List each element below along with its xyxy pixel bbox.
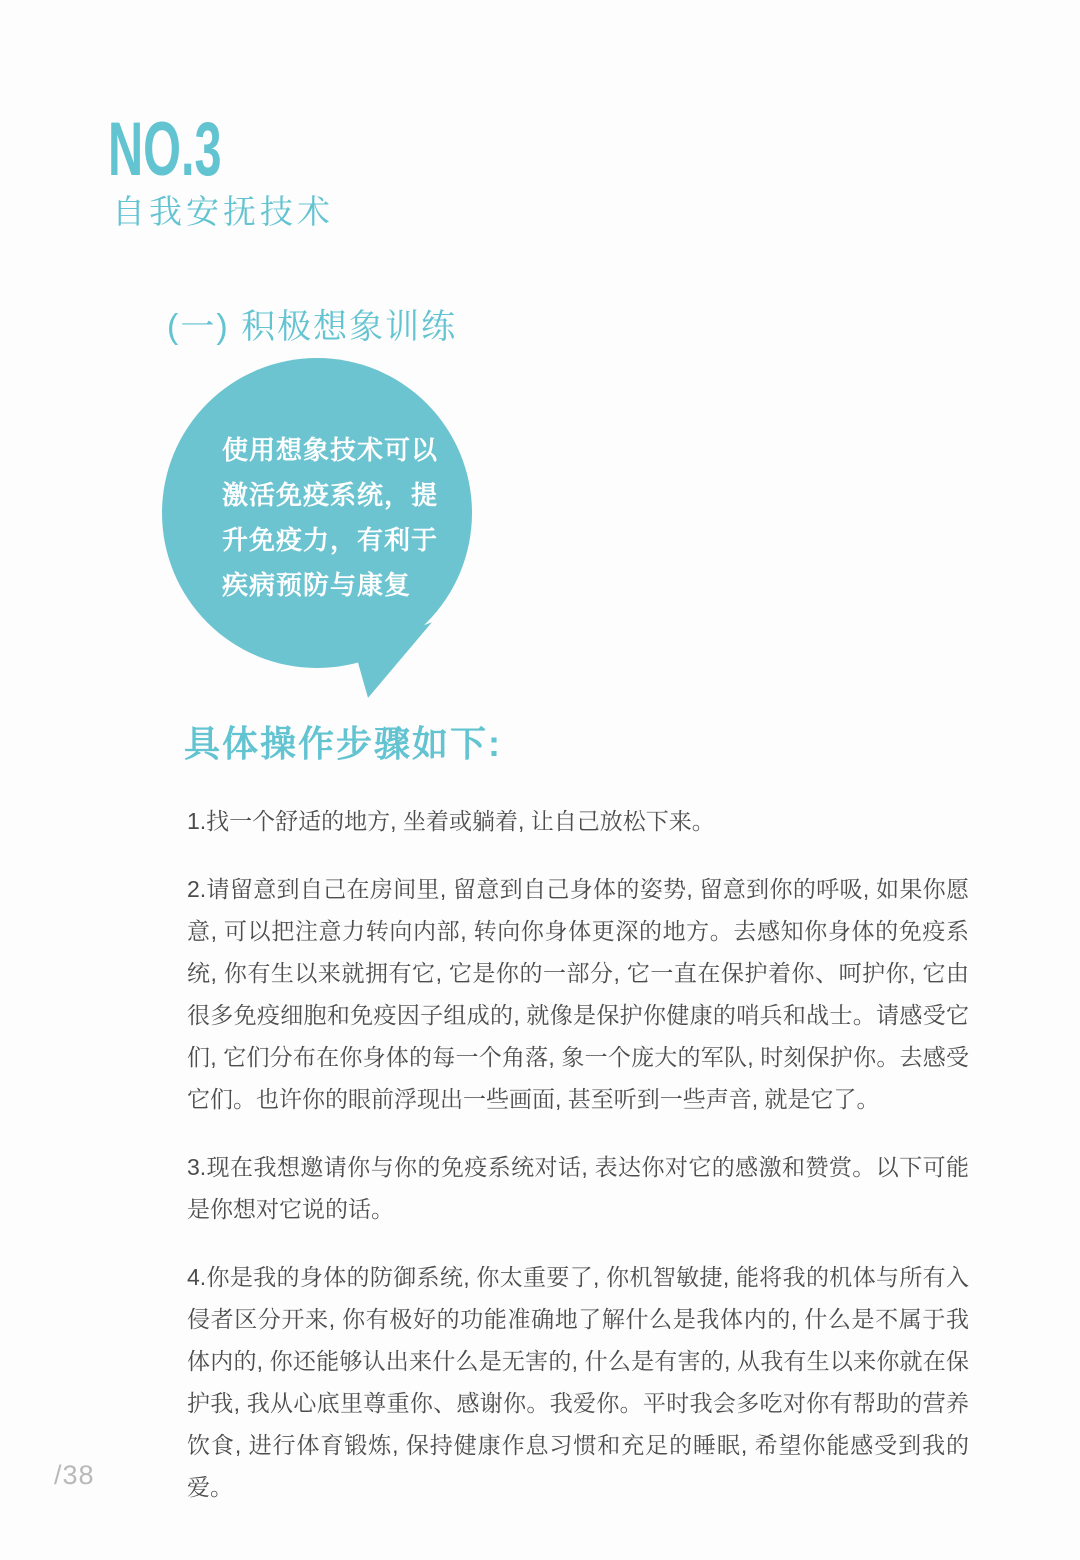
steps-heading: 具体操作步骤如下: <box>184 723 502 764</box>
page-number: /38 <box>54 1460 95 1490</box>
chapter-number-heading: NO.3 <box>108 107 222 192</box>
steps-list <box>187 800 969 1534</box>
step-paragraph-2: 2.请留意到自己在房间里, 留意到自己身体的姿势, 留意到你的呼吸, 如果你愿意, 可以把注意力转向内部, 转向你身体更深的地方。去感知你身体的免疫系统, 你有生以来就拥有它, 它是你的一部分, 它一直在保护着你、呵护你, 它由很多免疫细胞和免疫因子组成的, 就像是保护你健康的哨兵和战士。请感受它们, 它们分布在你身体的每一个角落, 象一个庞大的军队, 时刻保护你。去感受它们。也许你的眼前浮现出一些画面, 甚至听到一些声音, 就是它了。 <box>187 876 969 1112</box>
speech-bubble-line: 使用想象技术可以 <box>222 435 439 465</box>
step-paragraph-4: 4.你是我的身体的防御系统, 你太重要了, 你机智敏捷, 能将我的机体与所有入侵者区分开来, 你有极好的功能准确地了解什么是我体内的, 什么是不属于我体内的, 你还能够认出来什么是无害的, 什么是有害的, 从我有生以来你就在保护我, 我从心底里尊重你、感谢你。我爱你。平时我会多吃对你有帮助的营养饮食, 进行体育锻炼, 保持健康作息习惯和充足的睡眠, 希望你能感受到我的爱。 <box>187 1264 969 1500</box>
section-heading: (一) 积极想象训练 <box>167 308 458 346</box>
speech-bubble-tail <box>350 618 440 703</box>
speech-bubble-line: 激活免疫系统，提 <box>222 480 439 510</box>
speech-bubble <box>162 358 472 668</box>
speech-bubble-line: 疾病预防与康复 <box>222 570 412 600</box>
step-paragraph-1: 1.找一个舒适的地方, 坐着或躺着, 让自己放松下来。 <box>187 808 715 834</box>
chapter-title: 自我安抚技术 <box>112 193 334 230</box>
speech-bubble-text <box>222 428 438 608</box>
speech-bubble-line: 升免疫力，有利于 <box>222 525 439 555</box>
step-paragraph-3: 3.现在我想邀请你与你的免疫系统对话, 表达你对它的感激和赞赏。以下可能是你想对它说的话。 <box>187 1154 969 1222</box>
